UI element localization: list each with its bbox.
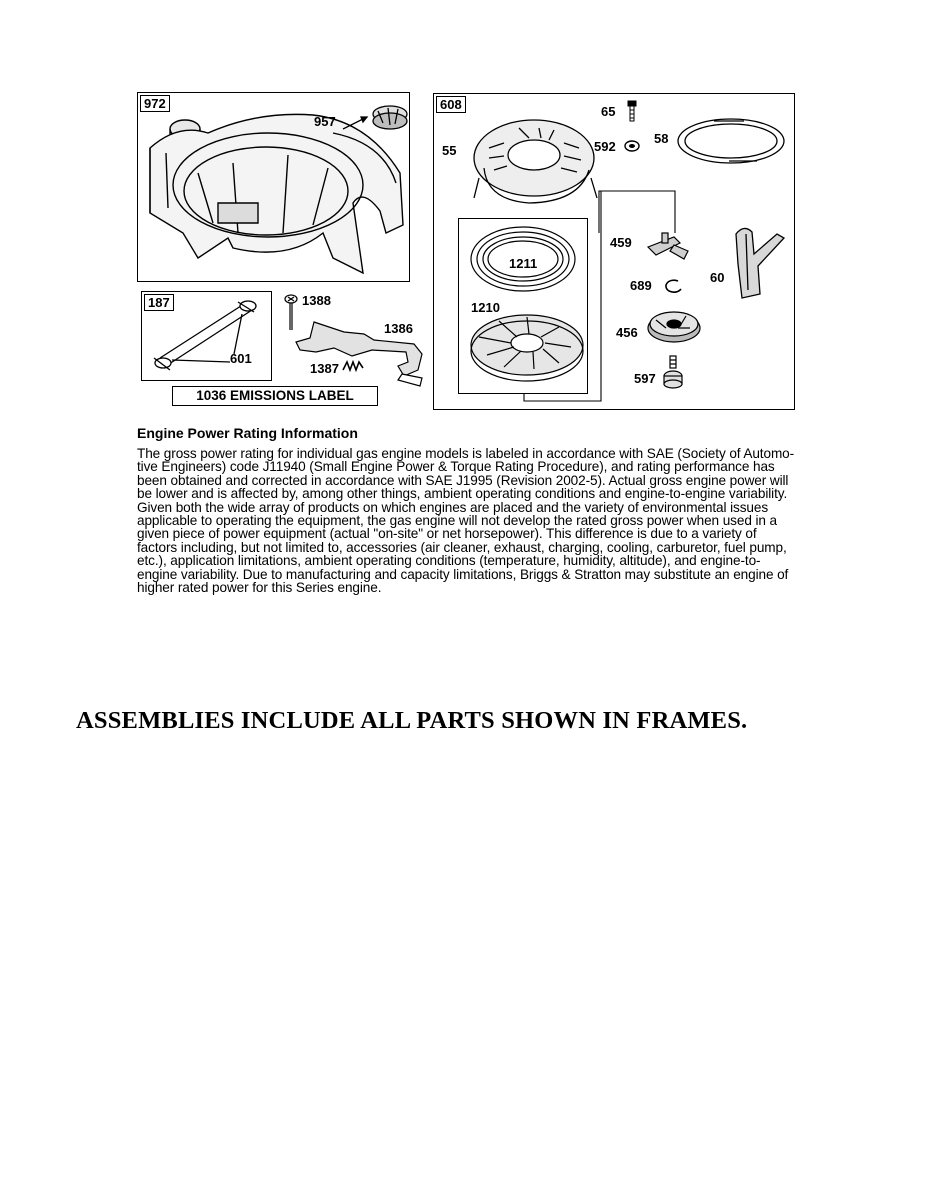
info-paragraph: The gross power rating for individual gas engine models is labeled in accordance with SAE (Society of Automo-tive Engineers) code J11940 (Small Engine Power & Torque Rating Procedure), and rating performance has been obtained and corrected in accordance with SAE J1995 (Revision 2002-5). Actual gross engine power will be lower and is affected by, among other things, ambient operating conditions and engine-to-engine variability. Given both the wide array of products on which engines are placed and the variety of environmental issues applicable to operating the equipment, the gas engine will not develop the rated gross power when used in a given piece of power equipment (actual "on-site" or net horsepower). This difference is due to a variety of factors including, but not limited to, accessories (air cleaner, exhaust, charging, cooling, carburetor, fuel pump, etc.), application limitations, ambient operating conditions (temperature, humidity, altitude), and engine-to-engine variability. Due to manufacturing and capacity limitations, Briggs & Stratton may substitute an engine of higher rated power for this Series engine.: [137, 446, 795, 596]
group-bracket-lines: [519, 189, 609, 404]
part-label-592: 592: [594, 139, 616, 154]
spring-1387-drawing: [341, 358, 365, 374]
bracket-1386-drawing: [294, 318, 429, 388]
retainer-456-drawing: [646, 306, 706, 346]
frame-number-608: 608: [436, 96, 466, 113]
part-label-1211: 1211: [509, 256, 538, 271]
part-label-597: 597: [634, 371, 656, 386]
info-heading: Engine Power Rating Information: [137, 425, 358, 441]
retainer-clip-689-drawing: [662, 278, 684, 294]
starter-handle-60-drawing: [732, 224, 792, 304]
part-label-957: 957: [314, 114, 336, 129]
frame-number-187: 187: [144, 294, 174, 311]
frame-number-972: 972: [140, 95, 170, 112]
assemblies-note: ASSEMBLIES INCLUDE ALL PARTS SHOWN IN FRAMES.: [76, 707, 748, 734]
part-label-1386: 1386: [384, 321, 413, 336]
nut-592-drawing: [624, 139, 640, 153]
part-label-55: 55: [442, 143, 457, 158]
part-label-1387: 1387: [310, 361, 339, 376]
emissions-label-box: 1036 EMISSIONS LABEL: [172, 386, 378, 406]
starter-dog-459-drawing: [646, 229, 691, 264]
part-label-601: 601: [230, 351, 252, 366]
part-label-1388: 1388: [302, 293, 331, 308]
part-label-60: 60: [710, 270, 725, 285]
part-label-58: 58: [654, 131, 669, 146]
screw-65-drawing: [626, 101, 638, 123]
part-957-drawing: [343, 99, 423, 149]
fuel-line-drawing: [142, 292, 273, 382]
part-label-689: 689: [630, 278, 652, 293]
part-label-456: 456: [616, 325, 638, 340]
screw-597-drawing: [663, 354, 683, 388]
frame-608: [433, 93, 795, 410]
part-label-65: 65: [601, 104, 616, 119]
frame-187: [141, 291, 272, 381]
rope-58-drawing: [674, 114, 789, 169]
frame-972: [137, 92, 410, 282]
part-label-459: 459: [610, 235, 632, 250]
part-label-1210: 1210: [471, 300, 500, 315]
